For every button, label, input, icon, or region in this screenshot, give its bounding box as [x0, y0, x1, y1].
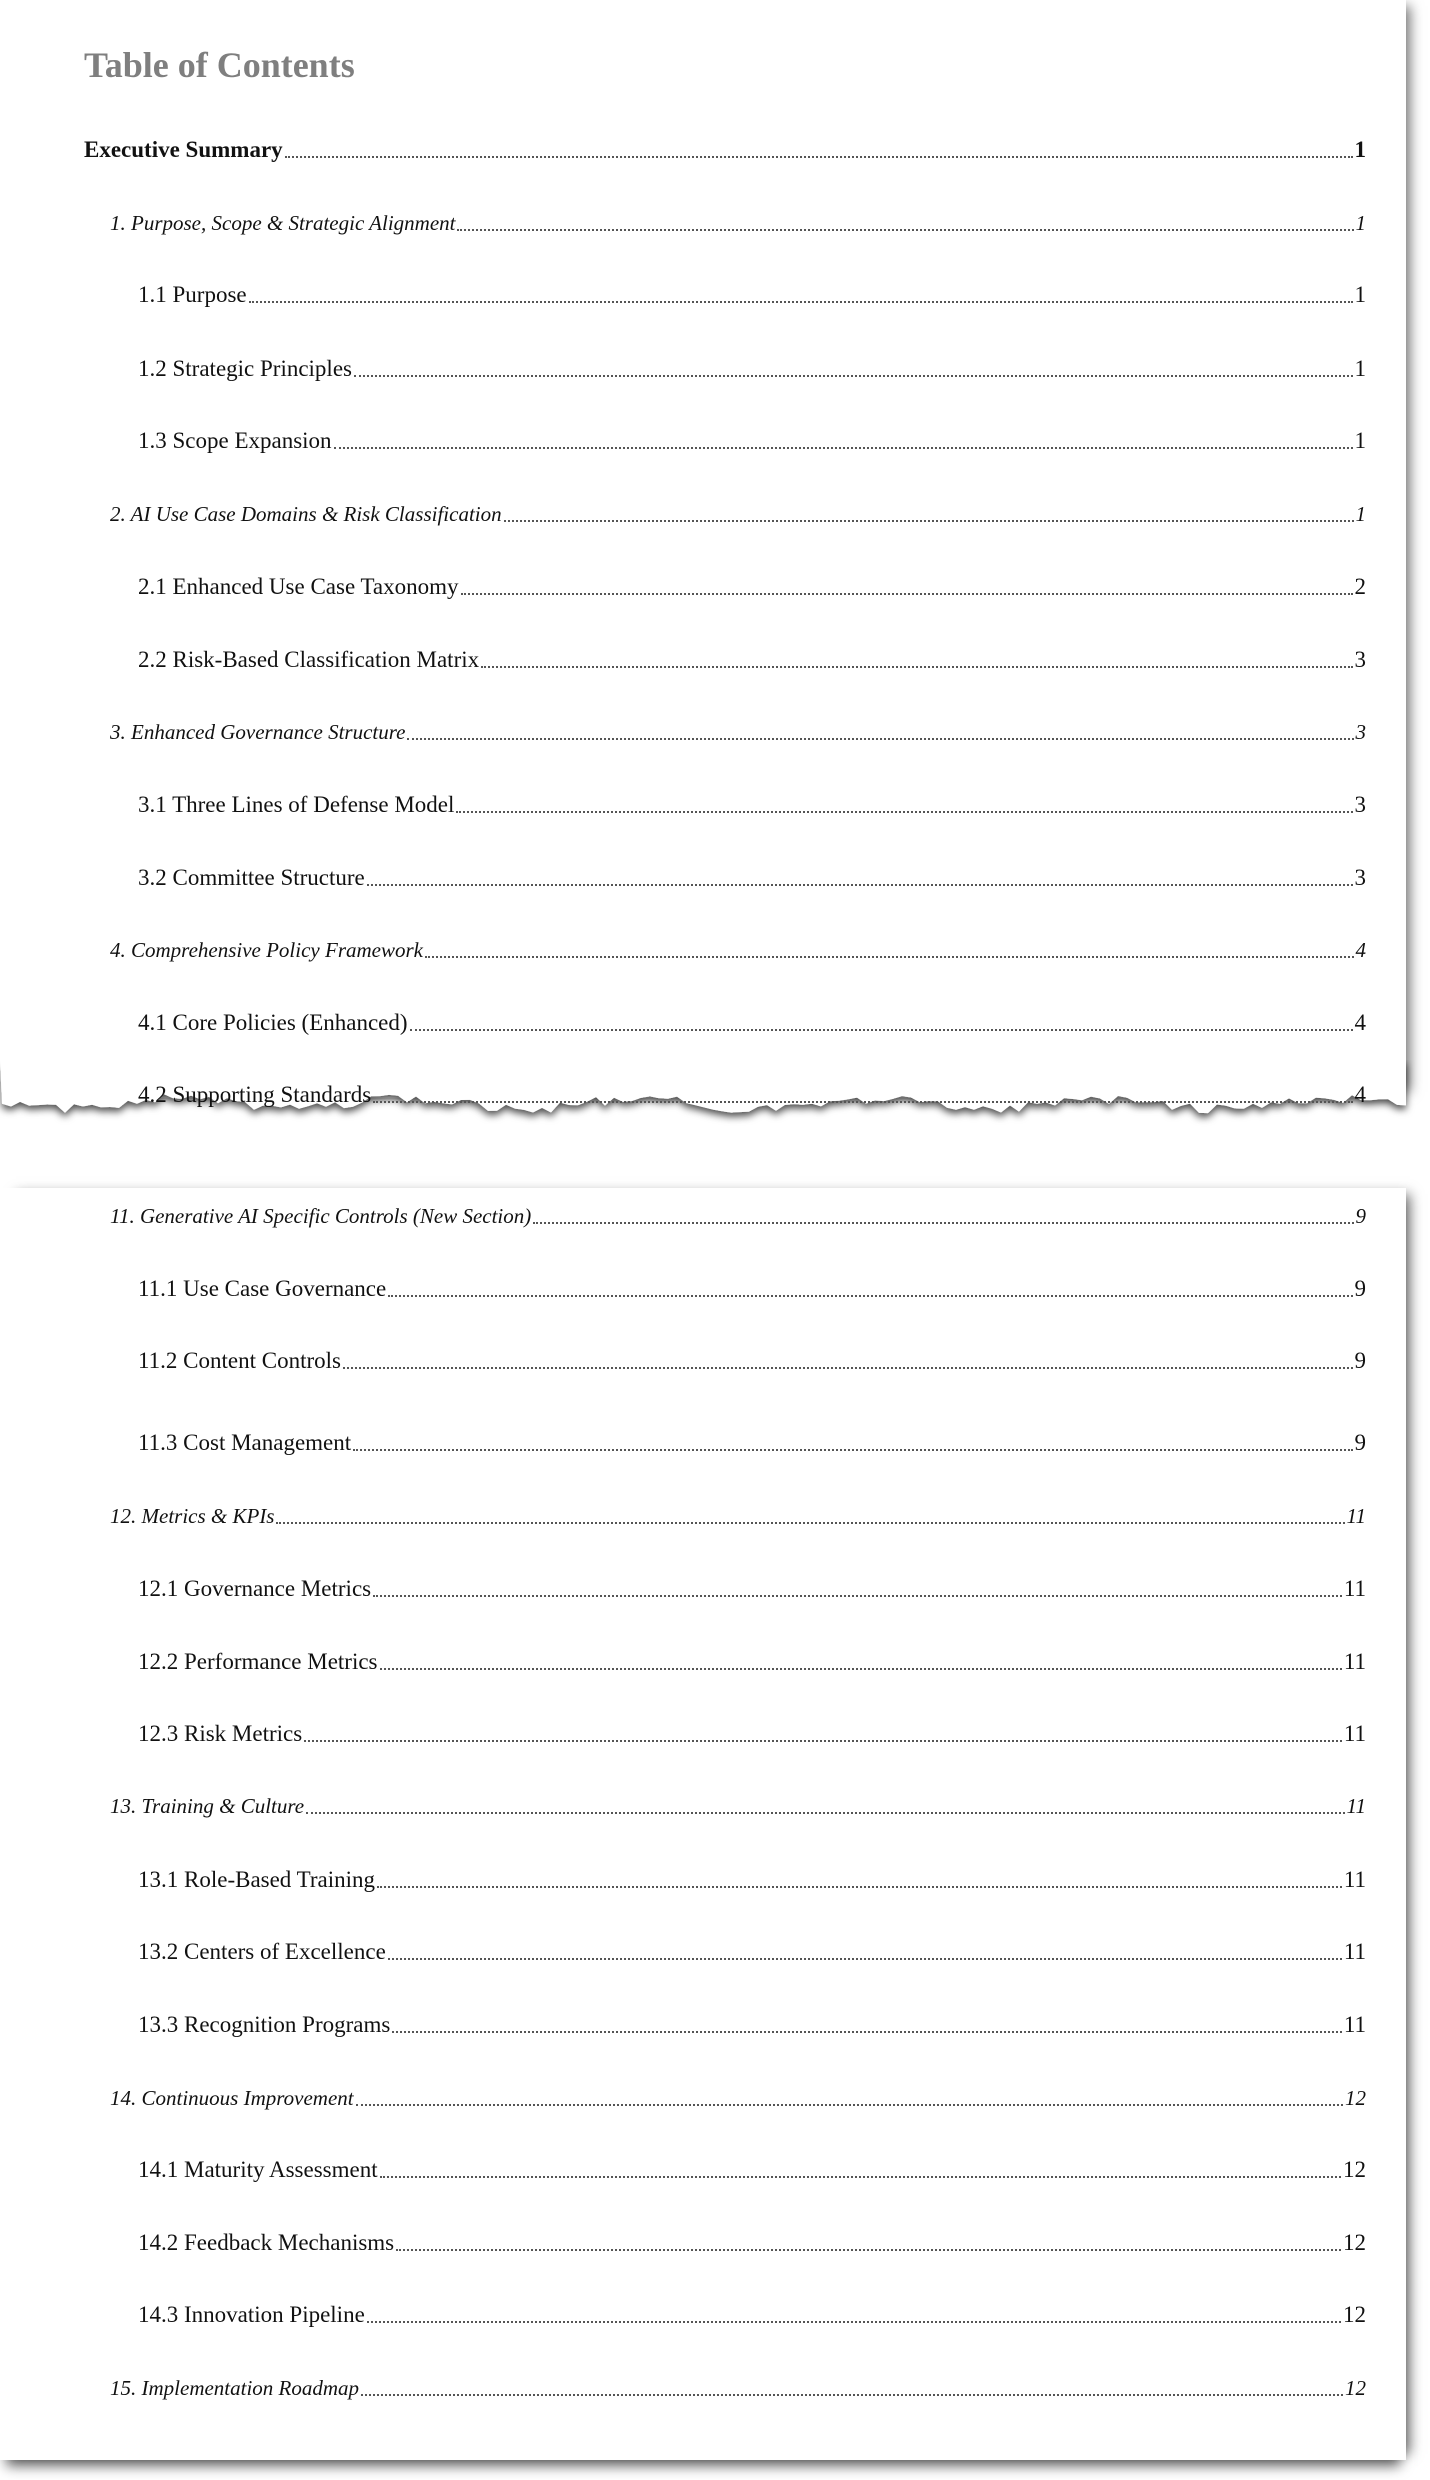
dot-leader	[407, 738, 1353, 740]
toc-entry-label: 13.3 Recognition Programs	[138, 2012, 391, 2037]
toc-page-number: 11	[1343, 1576, 1366, 1601]
toc-entry-label: 11.2 Content Controls	[138, 1348, 341, 1373]
toc-page-number: 4	[1354, 1010, 1366, 1035]
dot-leader	[410, 1029, 1353, 1031]
dot-leader	[276, 1522, 1344, 1524]
toc-entry[interactable]	[110, 933, 1366, 967]
toc-entry-label: 13. Training & Culture	[110, 1794, 305, 1818]
toc-entry-label: 4.2 Supporting Standards	[138, 1082, 372, 1107]
dot-leader	[304, 1740, 1342, 1742]
toc-entry-label: 14.3 Innovation Pipeline	[138, 2302, 365, 2327]
dot-leader	[353, 1449, 1352, 1451]
toc-entry[interactable]	[138, 2298, 1366, 2332]
toc-entry-label: 2.1 Enhanced Use Case Taxonomy	[138, 574, 459, 599]
toc-entry-label: 3. Enhanced Governance Structure	[110, 720, 406, 744]
toc-entry-label: 1.3 Scope Expansion	[138, 428, 332, 453]
toc-entry-label: 2. AI Use Case Domains & Risk Classification	[110, 502, 502, 526]
dot-leader	[380, 1668, 1342, 1670]
toc-entry[interactable]	[138, 278, 1366, 312]
dot-leader	[306, 1812, 1344, 1814]
toc-page-number: 12	[1345, 2376, 1366, 2400]
dot-leader	[367, 884, 1353, 886]
toc-page-number: 12	[1343, 2302, 1366, 2327]
toc-page-number: 3	[1355, 720, 1366, 744]
toc-entry[interactable]	[138, 1006, 1366, 1040]
dot-leader	[380, 2176, 1341, 2178]
toc-entry-label: 12.3 Risk Metrics	[138, 1721, 303, 1746]
toc-entry[interactable]	[138, 1935, 1366, 1969]
toc-page-number: 1	[1355, 502, 1366, 526]
toc-entry[interactable]	[110, 2081, 1366, 2115]
toc-entry[interactable]	[138, 788, 1366, 822]
toc-page-number: 1	[1354, 137, 1366, 162]
toc-page-number: 4	[1354, 1082, 1366, 1107]
toc-entry[interactable]	[138, 1344, 1366, 1378]
toc-entry-label: 4. Comprehensive Policy Framework	[110, 938, 423, 962]
toc-entry[interactable]	[110, 1199, 1366, 1233]
toc-entry-label: 14.1 Maturity Assessment	[138, 2157, 378, 2182]
toc-entry-label: 13.2 Centers of Excellence	[138, 1939, 386, 1964]
dot-leader	[396, 2249, 1341, 2251]
dot-leader	[354, 375, 1353, 377]
toc-entry[interactable]	[110, 1789, 1366, 1823]
toc-entry[interactable]	[138, 424, 1366, 458]
toc-page-number: 12	[1343, 2157, 1366, 2182]
toc-entry[interactable]	[138, 352, 1366, 386]
toc-entry[interactable]	[138, 2153, 1366, 2187]
toc-page-number: 3	[1354, 865, 1366, 890]
toc-entry[interactable]	[110, 715, 1366, 749]
dot-leader	[249, 301, 1353, 303]
dot-leader	[361, 2394, 1343, 2396]
dot-leader	[461, 593, 1353, 595]
toc-page-number: 9	[1354, 1348, 1366, 1373]
toc-entry-label: 14.2 Feedback Mechanisms	[138, 2230, 395, 2255]
toc-entry-label: 4.1 Core Policies (Enhanced)	[138, 1010, 408, 1035]
toc-page-number: 9	[1354, 1430, 1366, 1455]
dot-leader	[373, 1101, 1352, 1103]
toc-entry-label: 15. Implementation Roadmap	[110, 2376, 360, 2400]
toc-page-number: 11	[1346, 1504, 1366, 1528]
toc-entry-label: 12.2 Performance Metrics	[138, 1649, 378, 1674]
toc-entry-label: 1.2 Strategic Principles	[138, 356, 352, 381]
toc-page-number: 1	[1354, 282, 1366, 307]
toc-page-number: 9	[1355, 1204, 1366, 1228]
dot-leader	[392, 2031, 1342, 2033]
toc-entry[interactable]	[138, 2008, 1366, 2042]
toc-entry-label: 12.1 Governance Metrics	[138, 1576, 372, 1601]
toc-title: Table of Contents	[84, 45, 355, 85]
toc-entry-label: 2.2 Risk-Based Classification Matrix	[138, 647, 480, 672]
toc-entry-label: 1. Purpose, Scope & Strategic Alignment	[110, 211, 456, 235]
dot-leader	[356, 2104, 1343, 2106]
toc-entry[interactable]	[138, 1078, 1366, 1112]
toc-entry[interactable]	[110, 206, 1366, 240]
toc-page-number: 11	[1343, 2012, 1366, 2037]
dot-leader	[373, 1595, 1342, 1597]
dot-leader	[533, 1222, 1353, 1224]
toc-entry[interactable]	[110, 497, 1366, 531]
toc-entry[interactable]	[110, 2371, 1366, 2405]
toc-entry-label: 13.1 Role-Based Training	[138, 1867, 376, 1892]
dot-leader	[388, 1295, 1352, 1297]
toc-page-number: 3	[1354, 647, 1366, 672]
toc-page-number: 3	[1354, 792, 1366, 817]
toc-entry[interactable]	[138, 1272, 1366, 1306]
toc-entry[interactable]	[138, 1717, 1366, 1751]
toc-entry-label: 11.1 Use Case Governance	[138, 1276, 387, 1301]
toc-entry[interactable]	[138, 643, 1366, 677]
dot-leader	[285, 156, 1353, 158]
toc-page-number: 12	[1343, 2230, 1366, 2255]
dot-leader	[504, 520, 1354, 522]
toc-entry[interactable]	[138, 1572, 1366, 1606]
toc-entry[interactable]	[138, 1426, 1366, 1460]
dot-leader	[367, 2321, 1341, 2323]
dot-leader	[425, 956, 1354, 958]
toc-entry-label: 3.1 Three Lines of Defense Model	[138, 792, 455, 817]
toc-page-number: 1	[1354, 356, 1366, 381]
toc-entry[interactable]	[138, 1863, 1366, 1897]
toc-entry[interactable]	[110, 1499, 1366, 1533]
toc-entry-label: 3.2 Committee Structure	[138, 865, 365, 890]
dot-leader	[377, 1886, 1342, 1888]
toc-entry-label: Executive Summary	[84, 137, 283, 162]
toc-page-number: 2	[1354, 574, 1366, 599]
toc-entry-label: 1.1 Purpose	[138, 282, 247, 307]
dot-leader	[457, 229, 1353, 231]
toc-entry[interactable]	[84, 133, 1366, 167]
dot-leader	[343, 1367, 1353, 1369]
toc-page-number: 11	[1346, 1794, 1366, 1818]
toc-entry-label: 11. Generative AI Specific Controls (New Section)	[110, 1204, 532, 1228]
dot-leader	[456, 811, 1352, 813]
toc-entry[interactable]	[138, 2226, 1366, 2260]
toc-entry-label: 14. Continuous Improvement	[110, 2086, 354, 2110]
toc-page-number: 11	[1343, 1867, 1366, 1892]
toc-page-number: 9	[1354, 1276, 1366, 1301]
toc-page-number: 11	[1343, 1649, 1366, 1674]
dot-leader	[388, 1958, 1342, 1960]
toc-entry-label: 11.3 Cost Management	[138, 1430, 352, 1455]
toc-page-number: 4	[1355, 938, 1366, 962]
dot-leader	[481, 666, 1352, 668]
toc-page-number: 11	[1343, 1939, 1366, 1964]
toc-page-number: 1	[1354, 428, 1366, 453]
toc-page-number: 12	[1345, 2086, 1366, 2110]
toc-entry-label: 12. Metrics & KPIs	[110, 1504, 275, 1528]
document-page-bottom	[0, 1188, 1406, 2460]
toc-entry[interactable]	[138, 1645, 1366, 1679]
dot-leader	[334, 447, 1353, 449]
toc-page-number: 1	[1355, 211, 1366, 235]
toc-entry[interactable]	[138, 861, 1366, 895]
toc-entry[interactable]	[138, 570, 1366, 604]
toc-page-number: 11	[1343, 1721, 1366, 1746]
